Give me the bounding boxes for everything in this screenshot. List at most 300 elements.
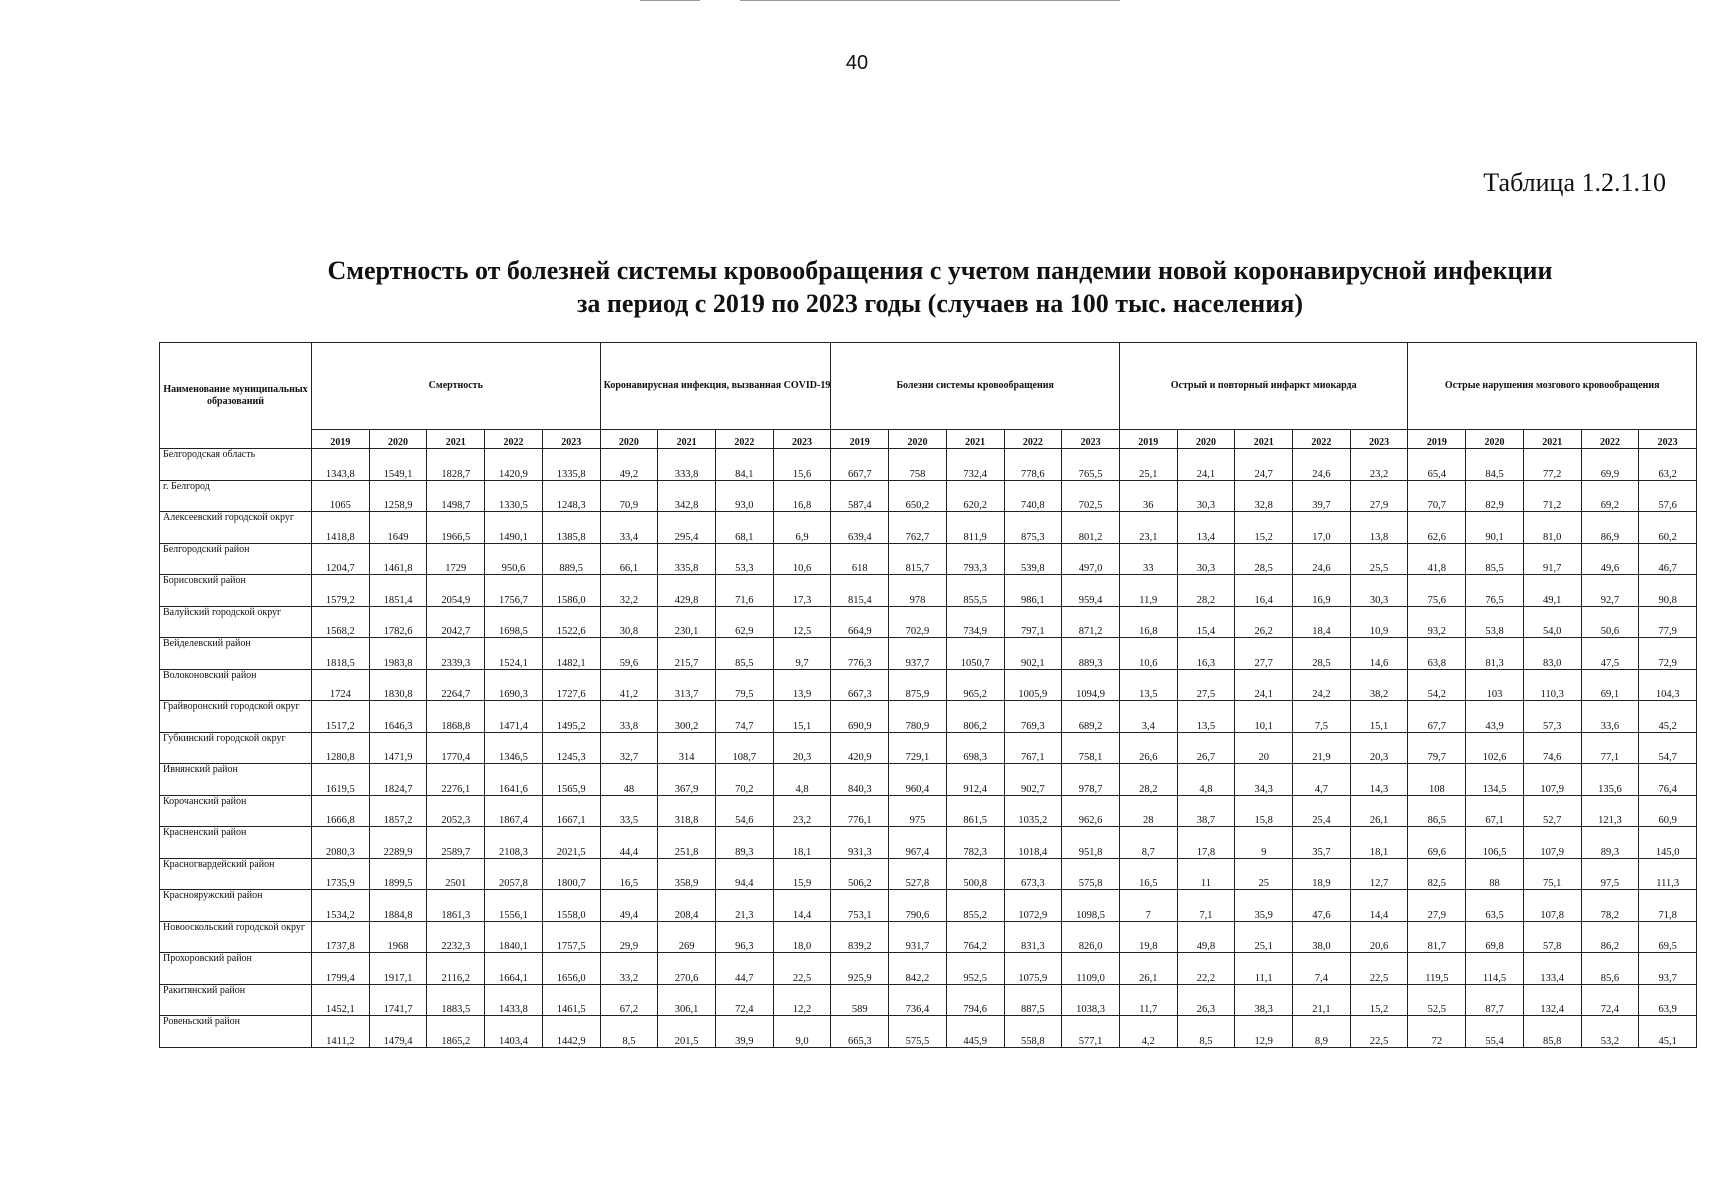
table-cell: 1461,5 — [542, 984, 600, 1016]
table-cell: 762,7 — [889, 512, 947, 544]
table-cell: 1868,8 — [427, 701, 485, 733]
table-cell: 931,3 — [831, 827, 889, 859]
table-cell: 2264,7 — [427, 669, 485, 701]
table-cell: 90,1 — [1466, 512, 1524, 544]
year-header: 2022 — [1004, 430, 1062, 449]
table-cell: 70,9 — [600, 480, 658, 512]
table-cell: 875,3 — [1004, 512, 1062, 544]
table-cell: 1556,1 — [485, 890, 543, 922]
table-cell: 93,7 — [1639, 953, 1697, 985]
table-cell: 7,5 — [1293, 701, 1351, 733]
table-row — [160, 764, 1697, 796]
table-row — [160, 984, 1697, 1016]
table-cell: 1072,9 — [1004, 890, 1062, 922]
table-cell: 49,6 — [1581, 543, 1639, 575]
table-cell: 1619,5 — [312, 764, 370, 796]
table-cell: 1479,4 — [369, 1016, 427, 1048]
table-row — [160, 858, 1697, 890]
table-cell: 1471,4 — [485, 701, 543, 733]
table-cell: 1770,4 — [427, 732, 485, 764]
table-cell: 108 — [1408, 764, 1466, 796]
table-cell: 119,5 — [1408, 953, 1466, 985]
table-cell: 978 — [889, 575, 947, 607]
table-row — [160, 638, 1697, 670]
table-cell: 764,2 — [946, 921, 1004, 953]
table-cell: 577,1 — [1062, 1016, 1120, 1048]
table-cell: 8,5 — [1177, 1016, 1235, 1048]
table-cell: 20,3 — [773, 732, 831, 764]
table-cell: 13,4 — [1177, 512, 1235, 544]
table-cell: 729,1 — [889, 732, 947, 764]
table-cell: 1830,8 — [369, 669, 427, 701]
table-cell: 1403,4 — [485, 1016, 543, 1048]
table-cell: 639,4 — [831, 512, 889, 544]
table-cell: 25 — [1235, 858, 1293, 890]
table-cell: 110,3 — [1523, 669, 1581, 701]
table-cell: 1690,3 — [485, 669, 543, 701]
table-cell: 22,5 — [1350, 953, 1408, 985]
table-cell: 17,3 — [773, 575, 831, 607]
year-header: 2020 — [369, 430, 427, 449]
table-cell: 1968 — [369, 921, 427, 953]
table-cell: 855,5 — [946, 575, 1004, 607]
table-cell: 801,2 — [1062, 512, 1120, 544]
table-cell: 15,8 — [1235, 795, 1293, 827]
table-row — [160, 543, 1697, 575]
table-cell: 41,8 — [1408, 543, 1466, 575]
table-cell: 94,4 — [715, 858, 773, 890]
table-cell: 33,5 — [600, 795, 658, 827]
table-cell: 59,6 — [600, 638, 658, 670]
table-cell: 698,3 — [946, 732, 1004, 764]
table-cell: 85,8 — [1523, 1016, 1581, 1048]
table-cell: 811,9 — [946, 512, 1004, 544]
table-cell: 1818,5 — [312, 638, 370, 670]
table-cell: 1204,7 — [312, 543, 370, 575]
table-cell: 950,6 — [485, 543, 543, 575]
year-header: 2019 — [1408, 430, 1466, 449]
table-cell: 48 — [600, 764, 658, 796]
table-cell: 734,9 — [946, 606, 1004, 638]
table-cell: 342,8 — [658, 480, 716, 512]
table-cell: 87,7 — [1466, 984, 1524, 1016]
table-cell: 1861,3 — [427, 890, 485, 922]
year-header: 2021 — [1523, 430, 1581, 449]
table-row — [160, 512, 1697, 544]
table-cell: 84,1 — [715, 449, 773, 481]
table-cell: 539,8 — [1004, 543, 1062, 575]
table-cell: 22,5 — [773, 953, 831, 985]
table-cell: 63,5 — [1466, 890, 1524, 922]
table-cell: 797,1 — [1004, 606, 1062, 638]
table-cell: 1442,9 — [542, 1016, 600, 1048]
table-cell: 959,4 — [1062, 575, 1120, 607]
table-cell: 27,5 — [1177, 669, 1235, 701]
table-cell: 975 — [889, 795, 947, 827]
table-cell: 3,4 — [1119, 701, 1177, 733]
table-cell: 967,4 — [889, 827, 947, 859]
table-cell: 1568,2 — [312, 606, 370, 638]
table-cell: 60,2 — [1639, 512, 1697, 544]
table-cell: 776,1 — [831, 795, 889, 827]
municipality-name: Белгородская область — [160, 449, 312, 481]
table-cell: 30,8 — [600, 606, 658, 638]
table-cell: 18,1 — [773, 827, 831, 859]
table-number: Таблица 1.2.1.10 — [1483, 168, 1666, 197]
table-cell: 1524,1 — [485, 638, 543, 670]
table-cell: 1735,9 — [312, 858, 370, 890]
table-cell: 1258,9 — [369, 480, 427, 512]
table-cell: 41,2 — [600, 669, 658, 701]
table-cell: 776,3 — [831, 638, 889, 670]
table-cell: 30,3 — [1177, 543, 1235, 575]
table-cell: 134,5 — [1466, 764, 1524, 796]
table-cell: 10,6 — [1119, 638, 1177, 670]
column-group-header: Коронавирусная инфекция, вызванная COVID-19 — [600, 343, 831, 430]
table-cell: 1065 — [312, 480, 370, 512]
table-cell: 75,1 — [1523, 858, 1581, 890]
table-cell: 445,9 — [946, 1016, 1004, 1048]
table-cell: 107,8 — [1523, 890, 1581, 922]
table-cell: 2276,1 — [427, 764, 485, 796]
table-cell: 780,9 — [889, 701, 947, 733]
table-cell: 912,4 — [946, 764, 1004, 796]
table-cell: 15,1 — [773, 701, 831, 733]
table-cell: 16,8 — [1119, 606, 1177, 638]
municipality-name: Ровеньский район — [160, 1016, 312, 1048]
table-cell: 135,6 — [1581, 764, 1639, 796]
table-cell: 2042,7 — [427, 606, 485, 638]
table-cell: 2501 — [427, 858, 485, 890]
table-row — [160, 606, 1697, 638]
table-cell: 28,5 — [1293, 638, 1351, 670]
table-cell: 79,7 — [1408, 732, 1466, 764]
table-cell: 769,3 — [1004, 701, 1062, 733]
year-header: 2022 — [485, 430, 543, 449]
table-cell: 26,2 — [1235, 606, 1293, 638]
table-cell: 52,5 — [1408, 984, 1466, 1016]
table-cell: 758 — [889, 449, 947, 481]
table-cell: 32,2 — [600, 575, 658, 607]
table-cell: 47,5 — [1581, 638, 1639, 670]
table-cell: 2232,3 — [427, 921, 485, 953]
table-cell: 855,2 — [946, 890, 1004, 922]
table-cell: 16,9 — [1293, 575, 1351, 607]
table-row — [160, 1016, 1697, 1048]
table-cell: 2289,9 — [369, 827, 427, 859]
table-cell: 618 — [831, 543, 889, 575]
table-cell: 49,2 — [600, 449, 658, 481]
table-cell: 1727,6 — [542, 669, 600, 701]
table-cell: 2108,3 — [485, 827, 543, 859]
table-cell: 24,1 — [1177, 449, 1235, 481]
table-cell: 978,7 — [1062, 764, 1120, 796]
table-cell: 1741,7 — [369, 984, 427, 1016]
table-cell: 937,7 — [889, 638, 947, 670]
table-cell: 1330,5 — [485, 480, 543, 512]
municipality-name: г. Белгород — [160, 480, 312, 512]
table-cell: 806,2 — [946, 701, 1004, 733]
table-cell: 965,2 — [946, 669, 1004, 701]
table-cell: 26,7 — [1177, 732, 1235, 764]
table-cell: 12,9 — [1235, 1016, 1293, 1048]
table-cell: 19,8 — [1119, 921, 1177, 953]
year-header: 2020 — [1466, 430, 1524, 449]
municipality-name: Ивнянский район — [160, 764, 312, 796]
table-cell: 81,3 — [1466, 638, 1524, 670]
table-cell: 12,2 — [773, 984, 831, 1016]
table-cell: 28,2 — [1177, 575, 1235, 607]
table-cell: 38,7 — [1177, 795, 1235, 827]
table-cell: 69,9 — [1581, 449, 1639, 481]
table-cell: 85,6 — [1581, 953, 1639, 985]
table-cell: 26,1 — [1119, 953, 1177, 985]
table-cell: 71,8 — [1639, 890, 1697, 922]
table-cell: 1522,6 — [542, 606, 600, 638]
table-cell: 62,6 — [1408, 512, 1466, 544]
table-cell: 22,5 — [1350, 1016, 1408, 1048]
table-cell: 429,8 — [658, 575, 716, 607]
table-cell: 1495,2 — [542, 701, 600, 733]
table-cell: 107,9 — [1523, 827, 1581, 859]
table-cell: 11,7 — [1119, 984, 1177, 1016]
table-cell: 2589,7 — [427, 827, 485, 859]
table-cell: 1828,7 — [427, 449, 485, 481]
table-cell: 24,1 — [1235, 669, 1293, 701]
table-cell: 32,7 — [600, 732, 658, 764]
table-cell: 39,9 — [715, 1016, 773, 1048]
table-cell: 69,6 — [1408, 827, 1466, 859]
table-cell: 1018,4 — [1004, 827, 1062, 859]
table-cell: 842,2 — [889, 953, 947, 985]
table-cell: 86,2 — [1581, 921, 1639, 953]
table-cell: 1737,8 — [312, 921, 370, 953]
year-header: 2021 — [658, 430, 716, 449]
table-cell: 1280,8 — [312, 732, 370, 764]
table-cell: 767,1 — [1004, 732, 1062, 764]
table-cell: 78,2 — [1581, 890, 1639, 922]
table-cell: 740,8 — [1004, 480, 1062, 512]
table-cell: 103 — [1466, 669, 1524, 701]
table-cell: 1782,6 — [369, 606, 427, 638]
year-header: 2020 — [889, 430, 947, 449]
table-cell: 9,7 — [773, 638, 831, 670]
table-cell: 84,5 — [1466, 449, 1524, 481]
municipality-name: Алексеевский городской округ — [160, 512, 312, 544]
table-cell: 20,6 — [1350, 921, 1408, 953]
year-header: 2021 — [1235, 430, 1293, 449]
table-cell: 74,7 — [715, 701, 773, 733]
municipality-name: Губкинский городской округ — [160, 732, 312, 764]
table-cell: 753,1 — [831, 890, 889, 922]
table-cell: 17,0 — [1293, 512, 1351, 544]
table-cell: 52,7 — [1523, 795, 1581, 827]
table-cell: 72,4 — [1581, 984, 1639, 1016]
table-cell: 92,7 — [1581, 575, 1639, 607]
table-cell: 121,3 — [1581, 795, 1639, 827]
table-cell: 6,9 — [773, 512, 831, 544]
table-cell: 24,2 — [1293, 669, 1351, 701]
table-title — [160, 254, 1714, 320]
table-cell: 145,0 — [1639, 827, 1697, 859]
table-cell: 1824,7 — [369, 764, 427, 796]
table-cell: 1490,1 — [485, 512, 543, 544]
table-cell: 1698,5 — [485, 606, 543, 638]
table-cell: 27,9 — [1350, 480, 1408, 512]
table-cell: 23,2 — [1350, 449, 1408, 481]
table-cell: 794,6 — [946, 984, 1004, 1016]
table-cell: 12,7 — [1350, 858, 1408, 890]
table-cell: 77,2 — [1523, 449, 1581, 481]
year-header: 2019 — [831, 430, 889, 449]
table-cell: 11 — [1177, 858, 1235, 890]
table-cell: 67,2 — [600, 984, 658, 1016]
table-cell: 673,3 — [1004, 858, 1062, 890]
table-cell: 1558,0 — [542, 890, 600, 922]
table-cell: 18,9 — [1293, 858, 1351, 890]
scan-edge-line-top — [740, 0, 1120, 1]
table-cell: 1565,9 — [542, 764, 600, 796]
table-cell: 77,9 — [1639, 606, 1697, 638]
table-cell: 90,8 — [1639, 575, 1697, 607]
table-cell: 16,4 — [1235, 575, 1293, 607]
table-cell: 1411,2 — [312, 1016, 370, 1048]
table-cell: 68,1 — [715, 512, 773, 544]
table-cell: 889,3 — [1062, 638, 1120, 670]
table-cell: 106,5 — [1466, 827, 1524, 859]
table-cell: 102,6 — [1466, 732, 1524, 764]
table-cell: 25,4 — [1293, 795, 1351, 827]
table-row — [160, 701, 1697, 733]
table-cell: 1098,5 — [1062, 890, 1120, 922]
table-cell: 57,8 — [1523, 921, 1581, 953]
table-cell: 527,8 — [889, 858, 947, 890]
table-cell: 50,6 — [1581, 606, 1639, 638]
table-cell: 702,9 — [889, 606, 947, 638]
table-cell: 335,8 — [658, 543, 716, 575]
table-row — [160, 575, 1697, 607]
table-cell: 70,2 — [715, 764, 773, 796]
table-cell: 690,9 — [831, 701, 889, 733]
table-cell: 77,1 — [1581, 732, 1639, 764]
table-cell: 38,2 — [1350, 669, 1408, 701]
table-cell: 1094,9 — [1062, 669, 1120, 701]
table-cell: 962,6 — [1062, 795, 1120, 827]
table-cell: 81,7 — [1408, 921, 1466, 953]
table-cell: 24,6 — [1293, 449, 1351, 481]
table-cell: 15,1 — [1350, 701, 1408, 733]
table-cell: 91,7 — [1523, 543, 1581, 575]
municipality-name: Красненский район — [160, 827, 312, 859]
table-cell: 33 — [1119, 543, 1177, 575]
table-cell: 2116,2 — [427, 953, 485, 985]
column-group-header: Острые нарушения мозгового кровообращения — [1408, 343, 1697, 430]
column-group-header: Болезни системы кровообращения — [831, 343, 1120, 430]
table-cell: 1517,2 — [312, 701, 370, 733]
table-cell: 314 — [658, 732, 716, 764]
table-cell: 46,7 — [1639, 543, 1697, 575]
year-header: 2022 — [1581, 430, 1639, 449]
title-line-2: за период с 2019 по 2023 годы (случаев на 100 тыс. населения) — [576, 289, 1303, 318]
table-cell: 902,1 — [1004, 638, 1062, 670]
table-cell: 269 — [658, 921, 716, 953]
table-cell: 18,0 — [773, 921, 831, 953]
table-cell: 17,8 — [1177, 827, 1235, 859]
table-cell: 15,2 — [1235, 512, 1293, 544]
table-cell: 33,8 — [600, 701, 658, 733]
table-cell: 1649 — [369, 512, 427, 544]
table-cell: 21,3 — [715, 890, 773, 922]
table-cell: 790,6 — [889, 890, 947, 922]
table-cell: 18,1 — [1350, 827, 1408, 859]
table-cell: 93,0 — [715, 480, 773, 512]
table-row — [160, 480, 1697, 512]
table-cell: 16,5 — [1119, 858, 1177, 890]
table-cell: 39,7 — [1293, 480, 1351, 512]
table-cell: 15,4 — [1177, 606, 1235, 638]
table-cell: 7 — [1119, 890, 1177, 922]
table-cell: 69,1 — [1581, 669, 1639, 701]
table-cell: 96,3 — [715, 921, 773, 953]
table-cell: 11,9 — [1119, 575, 1177, 607]
header-year-row — [160, 430, 1697, 449]
table-cell: 839,2 — [831, 921, 889, 953]
table-row — [160, 953, 1697, 985]
table-cell: 689,2 — [1062, 701, 1120, 733]
table-cell: 1667,1 — [542, 795, 600, 827]
table-cell: 30,3 — [1177, 480, 1235, 512]
table-cell: 1867,4 — [485, 795, 543, 827]
table-cell: 47,6 — [1293, 890, 1351, 922]
municipality-name: Краснояружский район — [160, 890, 312, 922]
table-cell: 75,6 — [1408, 575, 1466, 607]
table-cell: 2339,3 — [427, 638, 485, 670]
municipality-name: Ракитянский район — [160, 984, 312, 1016]
table-cell: 1884,8 — [369, 890, 427, 922]
table-cell: 72 — [1408, 1016, 1466, 1048]
table-cell: 840,3 — [831, 764, 889, 796]
table-cell: 66,1 — [600, 543, 658, 575]
table-cell: 4,8 — [773, 764, 831, 796]
table-row — [160, 890, 1697, 922]
table-cell: 420,9 — [831, 732, 889, 764]
table-cell: 54,6 — [715, 795, 773, 827]
table-cell: 97,5 — [1581, 858, 1639, 890]
table-cell: 27,9 — [1408, 890, 1466, 922]
year-header: 2023 — [1062, 430, 1120, 449]
municipality-name: Новооскольский городской округ — [160, 921, 312, 953]
table-cell: 1452,1 — [312, 984, 370, 1016]
table-cell: 107,9 — [1523, 764, 1581, 796]
table-cell: 1471,9 — [369, 732, 427, 764]
table-cell: 1666,8 — [312, 795, 370, 827]
table-cell: 1385,8 — [542, 512, 600, 544]
table-cell: 765,5 — [1062, 449, 1120, 481]
table-cell: 208,4 — [658, 890, 716, 922]
year-header: 2022 — [1293, 430, 1351, 449]
table-cell: 54,0 — [1523, 606, 1581, 638]
table-cell: 2021,5 — [542, 827, 600, 859]
table-cell: 1038,3 — [1062, 984, 1120, 1016]
municipality-name: Белгородский район — [160, 543, 312, 575]
table-cell: 86,9 — [1581, 512, 1639, 544]
table-cell: 1983,8 — [369, 638, 427, 670]
table-cell: 25,5 — [1350, 543, 1408, 575]
table-cell: 732,4 — [946, 449, 1004, 481]
table-cell: 951,8 — [1062, 827, 1120, 859]
table-cell: 85,5 — [1466, 543, 1524, 575]
table-cell: 21,9 — [1293, 732, 1351, 764]
